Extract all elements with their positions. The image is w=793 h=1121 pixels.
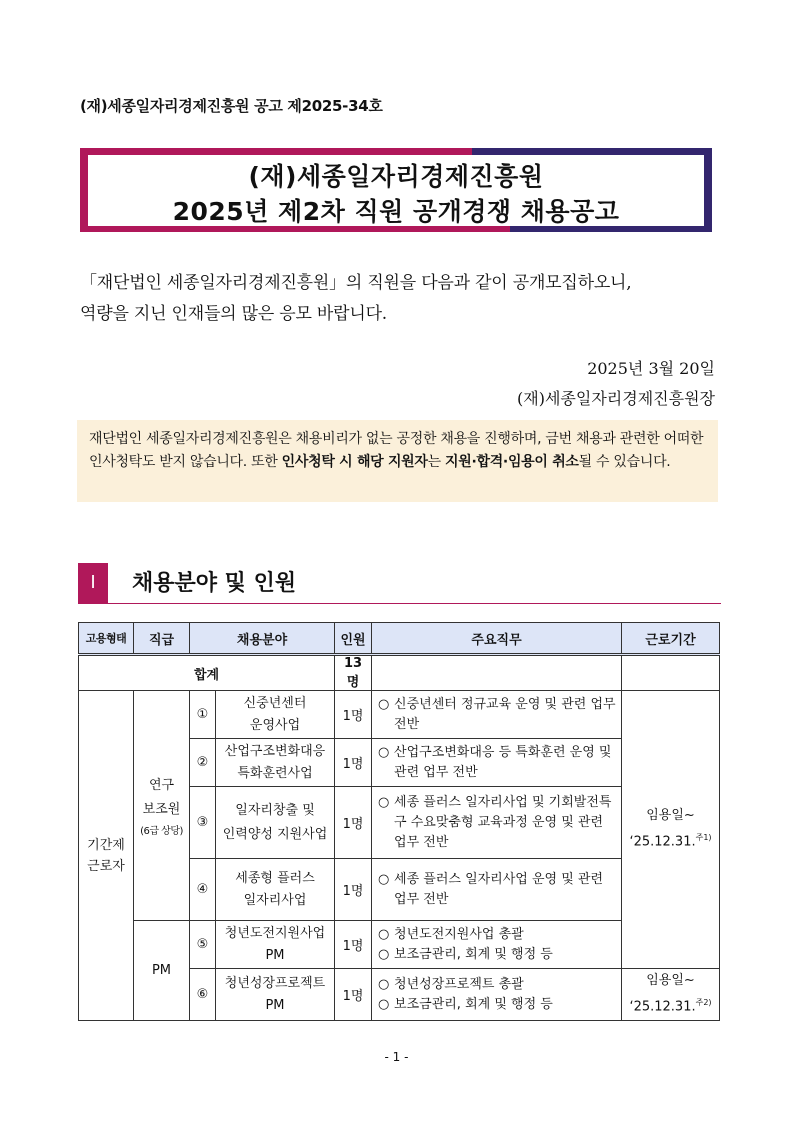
page-number: - 1 - [384, 1050, 409, 1064]
row-duties [372, 691, 622, 739]
row-field: 일자리창출 및 인력양성 지원사업 [216, 787, 335, 859]
period-cell-2 [622, 969, 720, 1021]
row-number: ⑤ [190, 921, 216, 969]
employment-type-cell: 기간제 근로자 [79, 691, 134, 1021]
period-2-footnote: 주2) [695, 998, 712, 1008]
duty-item: 신중년센터 정규교육 운영 및 관련 업무 전반 [394, 696, 616, 732]
section-divider [78, 603, 721, 604]
banner-title-line2: 2025년 제2차 직원 공개경쟁 채용공고 [172, 197, 620, 226]
row-number: ① [190, 691, 216, 739]
banner-title-line1: (재)세종일자리경제진흥원 [248, 162, 544, 191]
duty-item: 보조금관리, 회계 및 행정 등 [394, 946, 553, 962]
warning-text-3: 될 수 있습니다. [578, 454, 671, 470]
row-count: 1명 [335, 739, 372, 787]
total-empty-cell [372, 655, 622, 691]
row-duties [372, 969, 622, 1021]
period-2-text: 임용일~ ‘25.12.31. [629, 973, 696, 1015]
period-1-text: 임용일~ ‘25.12.31. [629, 808, 696, 850]
header-duties: 주요직무 [372, 623, 622, 655]
bullet-icon: ○ [378, 996, 390, 1012]
section-title: 채용분야 및 인원 [132, 571, 297, 596]
row-duties [372, 787, 622, 859]
row-duties [372, 921, 622, 969]
row-count: 1명 [335, 969, 372, 1021]
row-count: 1명 [335, 787, 372, 859]
row-count: 1명 [335, 921, 372, 969]
warning-text-1: 재단법인 세종일자리경제진흥원은 채용비리가 없는 공정한 채용을 진행하며, 금번 채용과 관련한 어떠한 인사청탁도 받지 않습니다. 또한 [89, 431, 704, 470]
row-count: 1명 [335, 859, 372, 921]
total-empty-cell [622, 655, 720, 691]
row-field: 산업구조변화대응 특화훈련사업 [216, 739, 335, 787]
row-field: 신중년센터 운영사업 [216, 691, 335, 739]
bullet-icon: ○ [378, 976, 390, 992]
row-count: 1명 [335, 691, 372, 739]
row-duties [372, 739, 622, 787]
rank-pm-cell: PM [134, 921, 190, 1021]
duty-item: 청년도전지원사업 총괄 [394, 926, 524, 942]
row-number: ② [190, 739, 216, 787]
rank-research-label: 연구 보조원 [142, 778, 181, 817]
duty-item: 보조금관리, 회계 및 행정 등 [394, 996, 553, 1012]
bullet-icon: ○ [378, 696, 390, 712]
section-number: Ⅰ [78, 563, 108, 603]
bullet-icon: ○ [378, 946, 390, 962]
header-count: 인원 [335, 623, 372, 655]
bullet-icon: ○ [378, 926, 390, 942]
warning-bold-2: 지원·합격·임용이 취소 [445, 454, 579, 470]
header-rank: 직급 [134, 623, 190, 655]
period-cell-1 [622, 691, 720, 969]
notice-number: (재)세종일자리경제진흥원 공고 제2025-34호 [80, 97, 383, 115]
table-header-row [79, 623, 720, 655]
bullet-icon: ○ [378, 794, 390, 810]
intro-paragraph [80, 268, 716, 330]
header-period: 근로기간 [622, 623, 720, 655]
title-banner [80, 148, 712, 232]
issuer-name: (재)세종일자리경제진흥원장 [517, 389, 715, 408]
warning-text-2: 는 [427, 454, 446, 470]
row-number: ④ [190, 859, 216, 921]
header-employment-type: 고용형태 [79, 623, 134, 655]
bullet-icon: ○ [378, 744, 390, 760]
intro-line1: 「재단법인 세종일자리경제진흥원」의 직원을 다음과 같이 공개모집하오니, [80, 273, 632, 293]
row-number: ⑥ [190, 969, 216, 1021]
rank-research-cell [134, 691, 190, 921]
total-row [79, 655, 720, 691]
duty-item: 세종 플러스 일자리사업 및 기회발전특구 수요맞춤형 교육과정 운영 및 관련 업무 전반 [394, 794, 612, 850]
fair-hiring-notice [77, 420, 718, 502]
warning-bold-1: 인사청탁 시 해당 지원자 [281, 454, 428, 470]
row-number: ③ [190, 787, 216, 859]
row-field: 청년도전지원사업 PM [216, 921, 335, 969]
intro-line2: 역량을 지닌 인재들의 많은 응모 바랍니다. [80, 304, 387, 324]
notice-date: 2025년 3월 20일 [587, 359, 715, 378]
duty-item: 세종 플러스 일자리사업 운영 및 관련 업무 전반 [394, 871, 604, 907]
bullet-icon: ○ [378, 871, 390, 887]
total-label: 합계 [79, 655, 335, 691]
row-field: 청년성장프로젝트 PM [216, 969, 335, 1021]
duty-item: 청년성장프로젝트 총괄 [394, 976, 524, 992]
total-count: 13명 [335, 655, 372, 691]
row-field: 세종형 플러스 일자리사업 [216, 859, 335, 921]
duty-item: 산업구조변화대응 등 특화훈련 운영 및 관련 업무 전반 [394, 744, 612, 780]
recruitment-table [78, 622, 720, 1021]
table-row [79, 691, 720, 739]
rank-research-note: (6급 상당) [140, 826, 183, 837]
row-duties [372, 859, 622, 921]
header-field: 채용분야 [190, 623, 335, 655]
period-1-footnote: 주1) [695, 833, 712, 843]
